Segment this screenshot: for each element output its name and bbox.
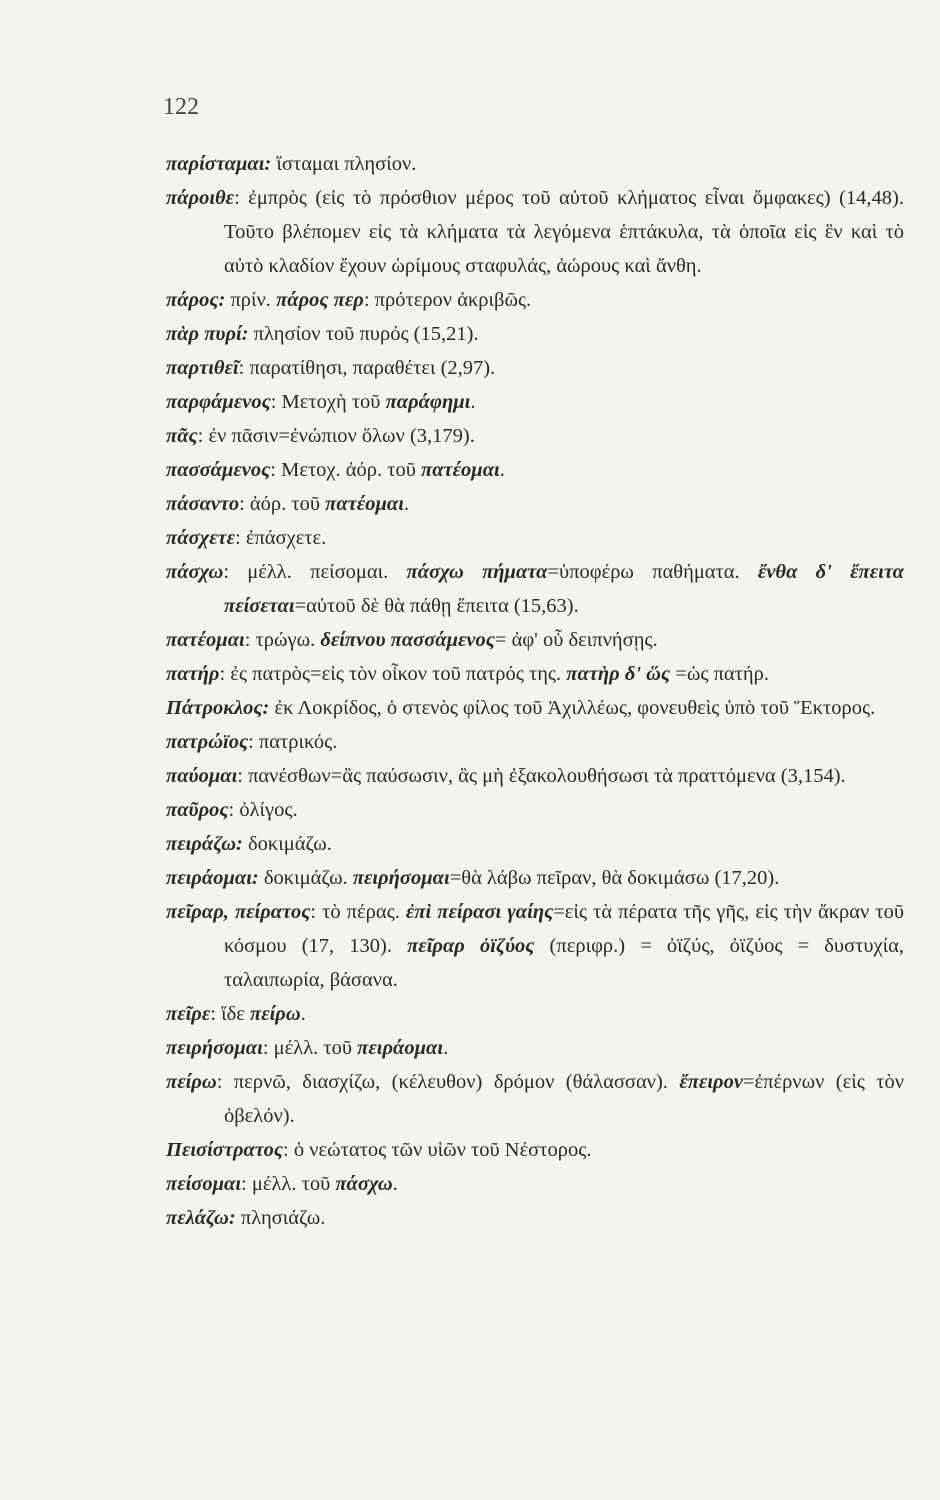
dictionary-entry [166, 725, 904, 759]
entry-definition: : μέλλ. τοῦ [241, 1173, 336, 1195]
dictionary-entry [166, 691, 904, 725]
entry-definition: ἵσταμαι πλησίον. [271, 153, 417, 175]
entry-definition: : ὀλίγος. [228, 799, 298, 821]
dictionary-entry [166, 385, 904, 419]
entry-headword: πατέομαι [166, 629, 245, 651]
entry-headword: πείσομαι [166, 1173, 242, 1195]
dictionary-entry [166, 861, 904, 895]
entry-reference: πατέομαι [325, 493, 404, 515]
entry-list [166, 147, 904, 1235]
dictionary-entry [166, 1065, 904, 1133]
dictionary-entry [166, 1201, 904, 1235]
dictionary-entry [166, 1031, 904, 1065]
dictionary-entry [166, 555, 904, 623]
entry-definition: : ἐμπρὸς (εἰς τὸ πρόσθιον μέρος τοῦ αὐτοῦ κλήματος εἶναι ὄμφακες) (14,48). Τοῦτο βλέπομεν εἰς τὰ κλήματα τὰ λεγόμενα ἑπτάκυλα, τὰ ὁποῖα εἰς ἓν καὶ τὸ αὐτὸ κλαδίον ἔχουν ὡρίμους σταφυλάς, ἀώρους καὶ ἄνθη. [224, 187, 904, 277]
entry-definition: : ἐς πατρὸς=εἰς τὸν οἶκον τοῦ πατρός της. [219, 663, 567, 685]
dictionary-entry [166, 181, 904, 283]
entry-headword: πελάζω: [166, 1207, 236, 1229]
entry-definition: : ἴδε [210, 1003, 250, 1025]
dictionary-entry [166, 351, 904, 385]
entry-headword: παῦρος [166, 799, 229, 821]
dictionary-entry [166, 419, 904, 453]
entry-definition: δοκιμάζω. [258, 867, 353, 889]
entry-definition: =αὐτοῦ δὲ θὰ πάθῃ ἔπειτα (15,63). [294, 595, 579, 617]
entry-reference: πεῖραρ ὀϊζύος [407, 935, 535, 957]
entry-definition: : πανέσθων=ἂς παύσωσιν, ἂς μὴ ἐξακολουθήσωσι τὰ πραττόμενα (3,154). [237, 765, 846, 787]
dictionary-entry [166, 283, 904, 317]
entry-definition: . [443, 1037, 449, 1059]
entry-definition: : μέλλ. τοῦ [262, 1037, 358, 1059]
entry-reference: ἐπὶ πείρασι γαίης [405, 901, 554, 923]
entry-headword: πάρος: [166, 289, 226, 311]
entry-definition: =θὰ λάβω πεῖραν, θὰ δοκιμάσω (17,20). [449, 867, 780, 889]
entry-reference: ἔπειρον [679, 1071, 743, 1093]
entry-definition: : Μετοχὴ τοῦ [270, 391, 386, 413]
dictionary-entry [166, 997, 904, 1031]
entry-headword: πάσχω [166, 561, 224, 583]
entry-headword: πάσχετε [166, 527, 236, 549]
page-number: 122 [163, 94, 199, 120]
dictionary-entry [166, 827, 904, 861]
entry-headword: πατήρ [166, 663, 220, 685]
dictionary-entry [166, 895, 904, 997]
entry-definition: : μέλλ. πείσομαι. [223, 561, 407, 583]
entry-definition: : πατρικός. [248, 731, 338, 753]
entry-definition: πλησίον τοῦ πυρός (15,21). [248, 323, 479, 345]
entry-headword: πᾶς [166, 425, 198, 447]
entry-headword: πειράζω: [166, 833, 243, 855]
entry-headword: πειρήσομαι [166, 1037, 263, 1059]
entry-reference: πειράομαι [357, 1037, 444, 1059]
entry-definition: =ἐπέρνων (εἰς τὸν ὀβελόν). [224, 1071, 905, 1127]
entry-definition: : τὸ πέρας. [310, 901, 406, 923]
entry-definition: . [392, 1173, 398, 1195]
dictionary-entry [166, 1167, 904, 1201]
entry-definition: : περνῶ, διασχίζω, (κέλευθον) δρόμον (θάλασσαν). [216, 1071, 680, 1093]
entry-reference: πάσχω [335, 1173, 393, 1195]
entry-definition: : πρότερον ἀκριβῶς. [363, 289, 532, 311]
dictionary-entry [166, 487, 904, 521]
entry-headword: πάσαντο [166, 493, 240, 515]
entry-definition: : Μετοχ. ἀόρ. τοῦ [270, 459, 422, 481]
entry-headword: Πάτροκλος: [166, 697, 270, 719]
entry-definition: : ὁ νεώτατος τῶν υἱῶν τοῦ Νέστορος. [283, 1139, 592, 1161]
dictionary-entry [166, 623, 904, 657]
dictionary-entry [166, 317, 904, 351]
dictionary-entry [166, 657, 904, 691]
entry-definition: =εἰς τὰ πέρατα τῆς γῆς, εἰς τὴν ἄκραν τοῦ κόσμου (17, 130). [224, 901, 904, 957]
entry-headword: παρίσταμαι: [166, 153, 272, 175]
entry-headword: πεῖραρ, πείρατος [166, 901, 311, 923]
dictionary-entry [166, 521, 904, 555]
entry-definition: . [300, 1003, 306, 1025]
entry-headword: παρφάμενος [166, 391, 271, 413]
entry-reference: πείρω [250, 1003, 301, 1025]
entry-definition: (περιφρ.) = ὀϊζύς, ὀϊζύος = δυστυχία, ταλαιπωρία, βάσανα. [224, 935, 905, 991]
entry-reference: παράφημι [385, 391, 471, 413]
entry-headword: πὰρ πυρί: [166, 323, 249, 345]
entry-reference: πατὴρ δ' ὥς [566, 663, 671, 685]
entry-definition: : ἀόρ. τοῦ [239, 493, 326, 515]
entry-headword: πειράομαι: [166, 867, 259, 889]
entry-definition: : ἐν πᾶσιν=ἐνώπιον ὅλων (3,179). [197, 425, 475, 447]
dictionary-entry [166, 453, 904, 487]
entry-definition: ἐκ Λοκρίδος, ὁ στενὸς φίλος τοῦ Ἀχιλλέως, φονευθεὶς ὑπὸ τοῦ Ἕκτορος. [269, 697, 876, 719]
entry-definition: πρίν. [225, 289, 277, 311]
entry-reference: πάρος περ [276, 289, 364, 311]
entry-reference: πάσχω πήματα [406, 561, 548, 583]
entry-definition: . [499, 459, 505, 481]
entry-definition: : παρατίθησι, παραθέτει (2,97). [238, 357, 496, 379]
entry-definition: =ὡς πατήρ. [670, 663, 769, 685]
entry-headword: πείρω [166, 1071, 217, 1093]
entry-headword: πατρώϊος [166, 731, 249, 753]
entry-headword: πασσάμενος [166, 459, 271, 481]
entry-definition: = ἀφ' οὗ δειπνήσῃς. [494, 629, 658, 651]
entry-definition: πλησιάζω. [235, 1207, 326, 1229]
entry-headword: Πεισίστρατος [166, 1139, 284, 1161]
dictionary-entry [166, 759, 904, 793]
entry-reference: πειρήσομαι [352, 867, 450, 889]
entry-definition: : ἐπάσχετε. [235, 527, 327, 549]
entry-reference: πατέομαι [421, 459, 500, 481]
entry-reference: δείπνου πασσάμενος [320, 629, 495, 651]
entry-reference: ἔνθα δ' ἔπειτα πείσεται [224, 561, 904, 617]
dictionary-entry [166, 147, 904, 181]
entry-definition: =ὑποφέρω παθήματα. [547, 561, 758, 583]
entry-definition: . [470, 391, 476, 413]
entry-headword: πάροιθε [166, 187, 235, 209]
entry-definition: : τρώγω. [244, 629, 321, 651]
entry-headword: παρτιθεῖ [166, 357, 239, 379]
entry-headword: παύομαι [166, 765, 238, 787]
entry-definition: δοκιμάζω. [242, 833, 332, 855]
entry-definition: . [403, 493, 410, 515]
dictionary-entry [166, 1133, 904, 1167]
entry-headword: πεῖρε [166, 1003, 211, 1025]
dictionary-entry [166, 793, 904, 827]
